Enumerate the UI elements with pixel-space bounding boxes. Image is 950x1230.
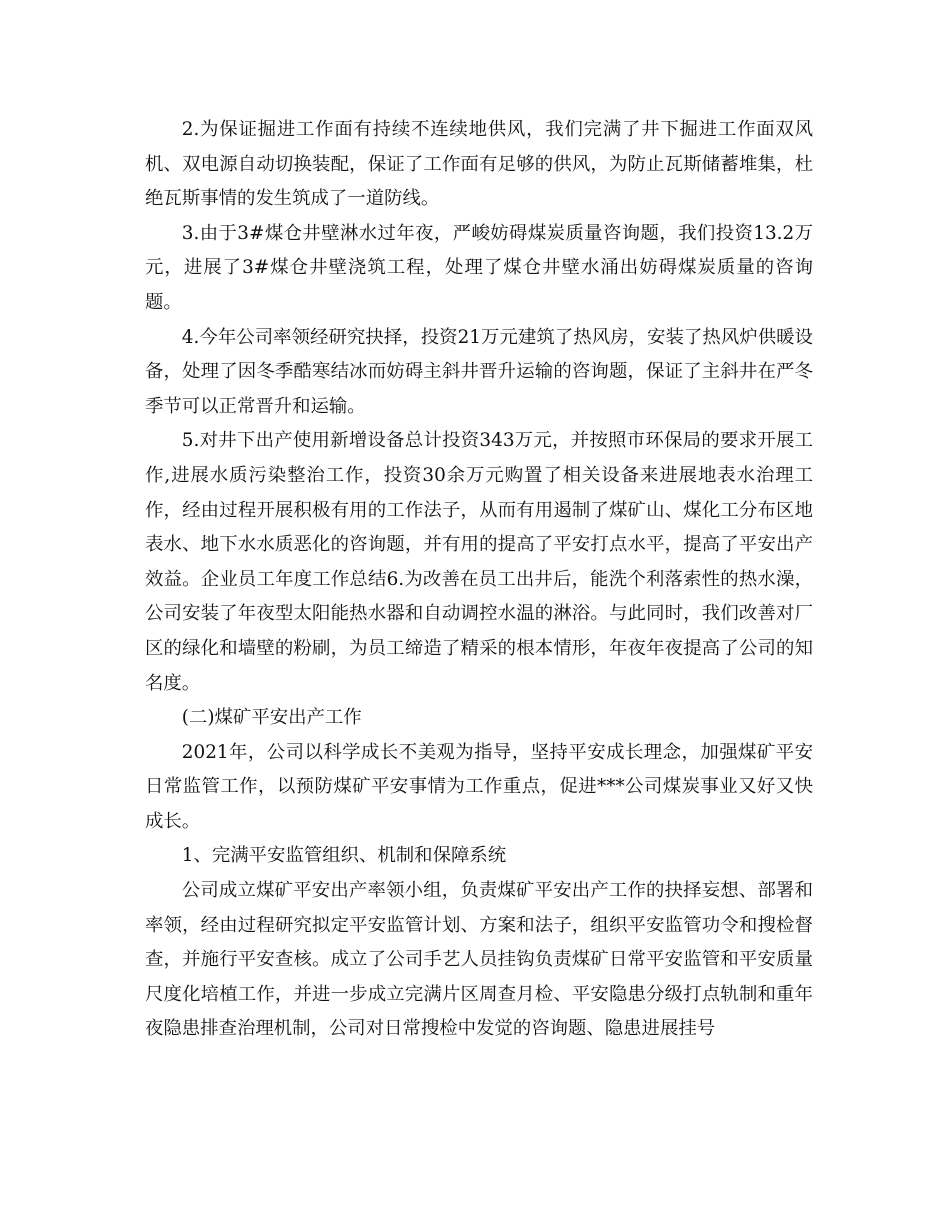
paragraph-item-2: 2.为保证掘进工作面有持续不连续地供风，我们完满了井下掘进工作面双风机、双电源自动切换装配，保证了工作面有足够的供风，为防止瓦斯储蓄堆集，杜绝瓦斯事情的发生筑成了一道防线。 [145, 119, 813, 210]
document-body [145, 113, 813, 1047]
paragraph-safety-leadership: 公司成立煤矿平安出产率领小组，负责煤矿平安出产工作的抉择妄想、部署和率领，经由过程研究拟定平安监管计划、方案和法子，组织平安监管功令和搜检督查，并施行平安查核。成立了公司手艺人员挂钩负责煤矿日常平安监管和平安质量尺度化培植工作，并进一步成立完满片区周查月检、平安隐患分级打点轨制和重年夜隐患排查治理机制，公司对日常搜检中发觉的咨询题、隐患进展挂号 [145, 880, 813, 1040]
section-heading-coal-safety: (二)煤矿平安出产工作 [181, 707, 362, 729]
paragraph-2021-summary: 2021年，公司以科学成长不美观为指导，坚持平安成长理念，加强煤矿平安日常监管工作，以预防煤矿平安事情为工作重点，促进***公司煤炭事业又好又快成长。 [145, 741, 813, 832]
paragraph-item-5: 5.对井下出产使用新增设备总计投资343万元，并按照市环保局的要求开展工作,进展水质污染整治工作，投资30余万元购置了相关设备来进展地表水治理工作，经由过程开展积极有用的工作法子，从而有用遏制了煤矿山、煤化工分布区地表水、地下水水质恶化的咨询题，并有用的提高了平安打点水平，提高了平安出产效益。企业员工年度工作总结6.为改善在员工出井后，能洗个利落索性的热水澡，公司安装了年夜型太阳能热水器和自动调控水温的淋浴。与此同时，我们改善对厂区的绿化和墙壁的粉刷，为员工缔造了精采的根本情形，年夜年夜提高了公司的知名度。 [145, 430, 813, 694]
subsection-heading-1: 1、完满平安监管组织、机制和保障系统 [181, 845, 507, 867]
paragraph-item-3: 3.由于3#煤仓井壁淋水过年夜，严峻妨碍煤炭质量咨询题，我们投资13.2万元，进展了3#煤仓井壁浇筑工程，处理了煤仓井壁水涌出妨碍煤炭质量的咨询题。 [145, 222, 813, 313]
paragraph-item-4: 4.今年公司率领经研究抉择，投资21万元建筑了热风房，安装了热风炉供暖设备，处理了因冬季酷寒结冰而妨碍主斜井晋升运输的咨询题，保证了主斜井在严冬季节可以正常晋升和运输。 [145, 326, 813, 417]
